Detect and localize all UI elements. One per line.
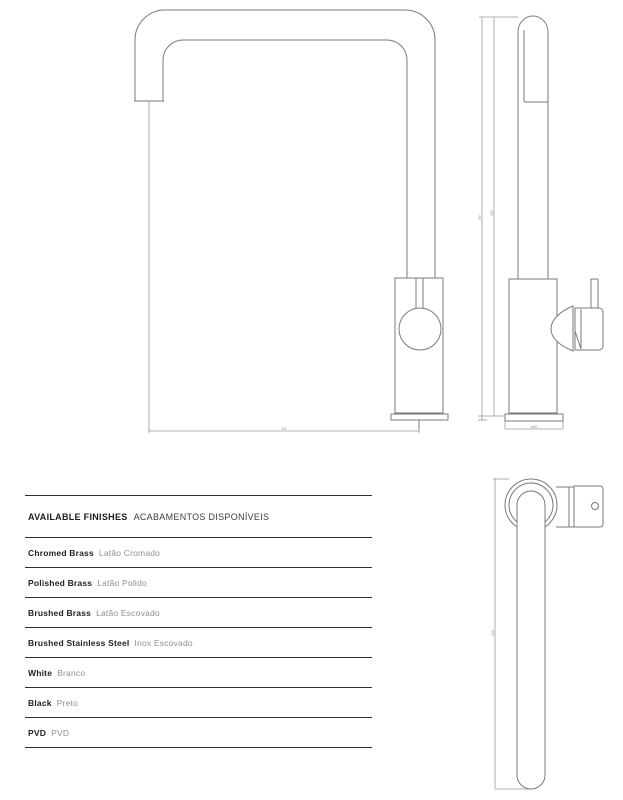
finish-row-polished-brass — [25, 568, 372, 598]
finishes-title-pt: ACABAMENTOS DISPONÍVEIS — [133, 511, 270, 522]
dimension-label-length: 220 — [491, 630, 495, 636]
finish-name-pt: Latão Cromado — [98, 547, 161, 558]
dimension-label-base-diameter: ø50 — [530, 425, 538, 429]
finish-name-pt: PVD — [51, 727, 70, 738]
finish-name-pt: Latão Escovado — [96, 607, 160, 618]
finish-name-pt: Inox Escovado — [134, 637, 193, 648]
finish-name-en: Polished Brass — [28, 577, 93, 588]
dimension-label-spout-height: 342 — [490, 210, 494, 216]
top-view-drawing — [460, 460, 623, 800]
finish-row-pvd — [25, 718, 372, 748]
dimension-label-total-height: 367 — [478, 214, 482, 220]
finish-name-en: Black — [28, 697, 52, 708]
finishes-table — [25, 495, 372, 748]
finish-name-en: Brushed Brass — [28, 607, 92, 618]
finish-name-pt: Preto — [56, 697, 79, 708]
finish-row-brushed-stainless-steel — [25, 628, 372, 658]
finish-row-black — [25, 688, 372, 718]
dimension-label-spout-reach: 220 — [281, 427, 287, 431]
finish-name-en: Brushed Stainless Steel — [28, 637, 130, 648]
finish-row-chromed-brass — [25, 538, 372, 568]
finish-name-en: Chromed Brass — [28, 547, 94, 558]
finishes-table-header — [25, 496, 372, 538]
finishes-title-en: AVAILABLE FINISHES — [28, 511, 128, 522]
finish-name-pt: Latão Polido — [97, 577, 147, 588]
finish-row-brushed-brass — [25, 598, 372, 628]
finish-name-pt: Branco — [57, 667, 86, 678]
side-view-drawing — [460, 0, 623, 440]
finish-name-en: PVD — [28, 727, 47, 738]
finish-name-en: White — [28, 667, 53, 678]
front-view-drawing — [120, 0, 460, 440]
finish-row-white — [25, 658, 372, 688]
